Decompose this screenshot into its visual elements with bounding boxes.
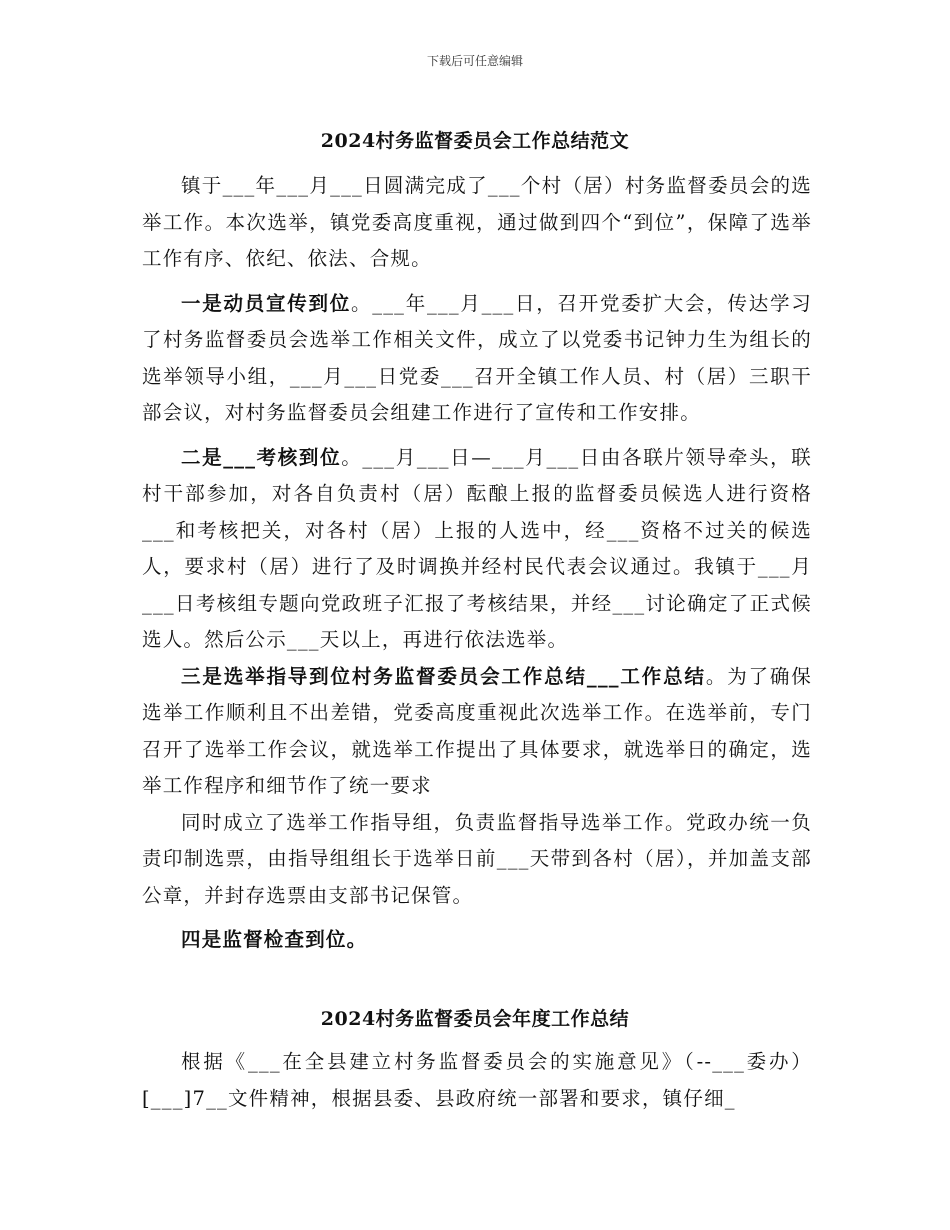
paragraph-text: 镇于___年___月___日圆满完成了___个村（居）村务监督委员会的选举工作。本次选举，镇党委高度重视，通过做到四个“到位”，保障了选举工作有序、依纪、依法、合规。 xyxy=(142,174,812,270)
paragraph-lead: 四是监督检查到位。 xyxy=(181,928,368,951)
paragraph-second-intro: 根据《___在全县建立村务监督委员会的实施意见》（--___委办）[___]7__文件精神，根据县委、县政府统一部署和要求，镇仔细_ xyxy=(142,1050,812,1110)
paragraph-text: 同时成立了选举工作指导组，负责监督指导选举工作。党政办统一负责印制选票，由指导组组长于选举日前___天带到各村（居），并加盖支部公章，并封存选票由支部书记保管。 xyxy=(142,810,812,907)
body-section-1 xyxy=(142,168,812,959)
body-section-2 xyxy=(142,1044,812,1117)
paragraph-text: 。___年___月___日，召开党委扩大会，传达学习了村务监督委员会选举工作相关文件，成立了以党委书记钟力生为组长的选举领导小组，___月___日党委___召开全镇工作人员、村（居）三职干部会议，对村务监督委员会组建工作进行了宣传和工作安排。 xyxy=(142,291,812,424)
paragraph-point-3 xyxy=(142,659,812,805)
page-header: 下载后可任意编辑 xyxy=(426,54,523,68)
paragraph-point-4 xyxy=(142,922,812,959)
paragraph-text: 。___月___日—___月___日由各联片领导牵头，联村干部参加，对各自负责村（居）酝酿上报的监督委员候选人进行资格___和考核把关，对各村（居）上报的人选中，经___资格不过关的候选人，要求村（居）进行了及时调换并经村民代表会议通过。我镇于___月___日考核组专题向党政班子汇报了考核结果，并经___讨论确定了正式候选人。然后公示___天以上，再进行依法选举。 xyxy=(142,445,812,651)
document-title: 2024村务监督委员会工作总结范文 xyxy=(320,130,630,152)
paragraph-lead: 一是动员宣传到位 xyxy=(181,291,352,315)
paragraph-lead: 二是___考核到位 xyxy=(181,445,342,469)
paragraph-lead: 三是选举指导到位村务监督委员会工作总结___工作总结 xyxy=(181,664,706,688)
paragraph-text: 。为了确保选举工作顺利且不出差错，党委高度重视此次选举工作。在选举前，专门召开了选举工作会议，就选举工作提出了具体要求，就选举日的确定，选举工作程序和细节作了统一要求 xyxy=(142,664,812,797)
paragraph-point-2 xyxy=(142,440,812,659)
paragraph-point-1 xyxy=(142,286,812,432)
paragraph-intro xyxy=(142,168,812,278)
second-title: 2024村务监督委员会年度工作总结 xyxy=(320,1008,630,1030)
paragraph-point-3-cont xyxy=(142,805,812,915)
